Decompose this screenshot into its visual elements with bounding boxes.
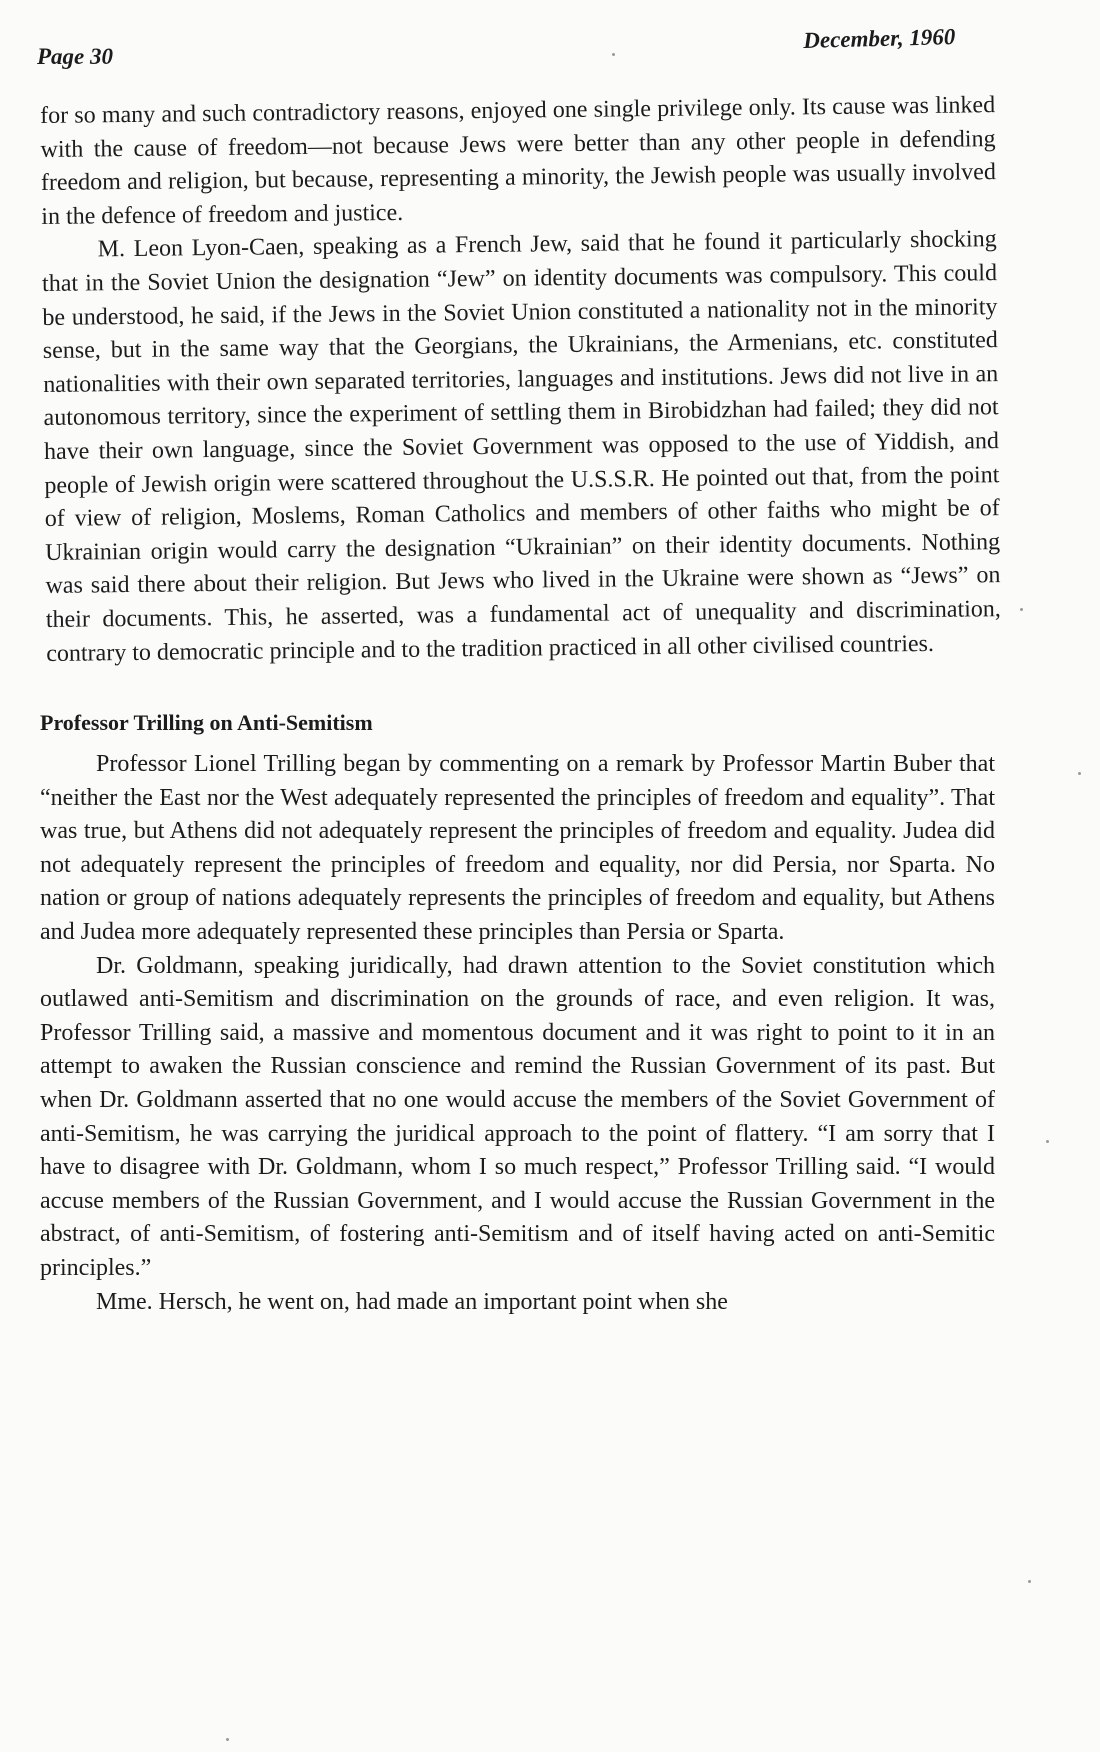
scan-speck	[226, 1738, 229, 1741]
opening-section	[40, 89, 1001, 671]
paragraph-continued: for so many and such contradictory reasons, enjoyed one single privilege only. Its cause was linked with the cause of freedom—not because Jews were better than any other people in defending freedom and religion, but because, representing a minority, the Jewish people was usually involved in the defence of freedom and justice.	[40, 92, 997, 230]
paragraph-trilling: Professor Lionel Trilling began by commenting on a remark by Professor Martin Buber that “neither the East nor the West adequately represented the principles of freedom and equality”. That was true, but Athens did not adequately represent the principles of freedom and equality. Judea did not adequately represent the principles of freedom and equality, nor did Persia, nor Sparta. No nation or group of nations adequately represents the principles of freedom and equality, but Athens and Judea more adequately represented these principles than Persia or Sparta.	[40, 751, 995, 946]
scan-speck	[612, 53, 615, 56]
section-heading: Professor Trilling on Anti-Semitism	[40, 710, 373, 736]
paragraph-goldmann: Dr. Goldmann, speaking juridically, had drawn attention to the Soviet constitution which outlawed anti-Semitism and discrimination on the grounds of race, and even religion. It was, Professor Trilling said, a massive and momentous document and it was right to point to it in an attempt to awaken the Russian conscience and remind the Russian Government of its past. But when Dr. Goldmann asserted that no one would accuse the members of the Soviet Government of anti-Semitism, he was carrying the juridical approach to the point of flattery. “I am sorry that I have to disagree with Dr. Goldmann, whom I so much respect,” Professor Trilling said. “I would accuse members of the Russian Government, and I would accuse the Russian Government in the abstract, of anti-Semitism, of fostering anti-Semitism and of itself having acted on anti-Semitic principles.”	[40, 952, 995, 1281]
issue-date: December, 1960	[803, 24, 956, 53]
paragraph-hersch: Mme. Hersch, he went on, had made an important point when she	[96, 1288, 728, 1315]
paragraph-lyon-caen: M. Leon Lyon-Caen, speaking as a French Jew, said that he found it particularly shocking that in the Soviet Union the designation “Jew” on identity documents was compulsory. This could be understood, he said, if the Jews in the Soviet Union constituted a nationality not in the minority sense, but in the same way that the Georgians, the Ukrainians, the Armenians, etc. constituted nationalities with their own separated territories, languages and institutions. Jews did not live in an autonomous territory, since the experiment of settling them in Birobidzhan had failed; they did not have their own language, since the Soviet Government was opposed to the use of Yiddish, and people of Jewish origin were scattered throughout the U.S.S.R. He pointed out that, from the point of view of religion, Moslems, Roman Catholics and members of other faiths who might be of Ukrainian origin would carry the designation “Ukrainian” on their identity documents. Nothing was said there about their religion. But Jews who lived in the Ukraine were shown as “Jews” on their documents. This, he asserted, was a fundamental act of unequality and discrimination, contrary to democratic principle and to the tradition practiced in all other civilised countries.	[41, 226, 1001, 667]
scan-speck	[1028, 1580, 1031, 1583]
page-number: Page 30	[37, 44, 114, 69]
article-body	[40, 92, 1001, 1319]
scan-speck	[1046, 1140, 1049, 1143]
scan-speck	[1078, 772, 1081, 775]
scan-speck	[1020, 608, 1023, 611]
